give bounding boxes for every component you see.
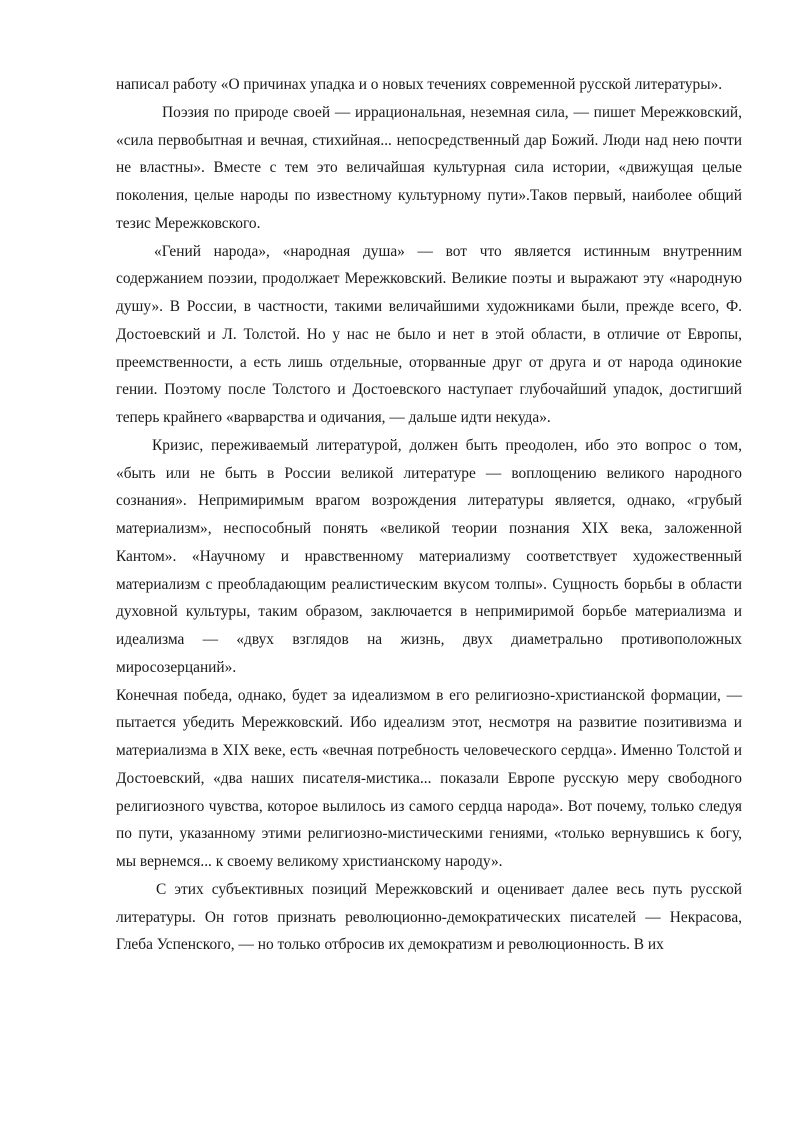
paragraph-national-genius: «Гений народа», «народная душа» — вот что является истинным внутренним содержанием поэзии, продолжает Мережковский. Великие поэты и выражают эту «народную душу». В России, в частности, такими величайшими художниками были, прежде всего, Ф. Достоевский и Л. Толстой. Но у нас не было и нет в этой области, в отличие от Европы, преемственности, а есть лишь отдельные, оторванные друг от друга и от народа одинокие гении. Поэтому после Толстого и Достоевского наступает глубочайший упадок, достигший теперь крайнего «варварства и одичания, — дальше идти некуда». (116, 242, 742, 426)
paragraph-crisis: Кризис, переживаемый литературой, должен быть преодолен, ибо это вопрос о том, «быть или не быть в России великой литературе — воплощению великого народного сознания». Непримиримым врагом возрождения литературы является, однако, «грубый материализм», неспособный понять «великой теории познания XIX века, заложенной Кантом». «Научному и нравственному материализму соответствует художественный материализм с преобладающим реалистическим вкусом толпы». Сущность борьбы в области духовной культуры, таким образом, заключается в непримиримой борьбе материализма и идеализма — «двух взглядов на жизнь, двух диаметрально противоположных миросозерцаний». (116, 436, 742, 676)
paragraph-intro: написал работу «О причинах упадка и о новых течениях современной русской литературы». (116, 76, 723, 93)
paragraph-subjective-positions: С этих субъективных позиций Мережковский и оценивает далее весь путь русской литературы. Он готов признать революционно-демократических писателей — Некрасова, Глеба Успенского, — но только отбросив их демократизм и революционность. В их (116, 880, 742, 954)
paragraph-idealism-victory: Конечная победа, однако, будет за идеализмом в его религиозно-христианской формации, — пытается убедить Мережковский. Ибо идеализм этот, несмотря на развитие позитивизма и материализма в XIX веке, есть «вечная потребность человеческого сердца». Именно Толстой и Достоевский, «два наших писателя-мистика... показали Европе русскую меру свободного религиозного чувства, которое вылилось из самого сердца народа». Вот почему, только следуя по пути, указанному этими религиозно-мистическими гениями, «только вернувшись к богу, мы вернемся... к своему великому христианскому народу». (116, 686, 742, 870)
paragraph-poetry-nature: Поэзия по природе своей — иррациональная, неземная сила, — пишет Мережковский, «сила первобытная и вечная, стихийная... непосредственный дар Божий. Люди над нею почти не властны». Вместе с тем это величайшая культурная сила истории, «движущая целые поколения, целые народы по известному культурному пути».Таков первый, наиболее общий тезис Мережковского. (116, 103, 742, 232)
